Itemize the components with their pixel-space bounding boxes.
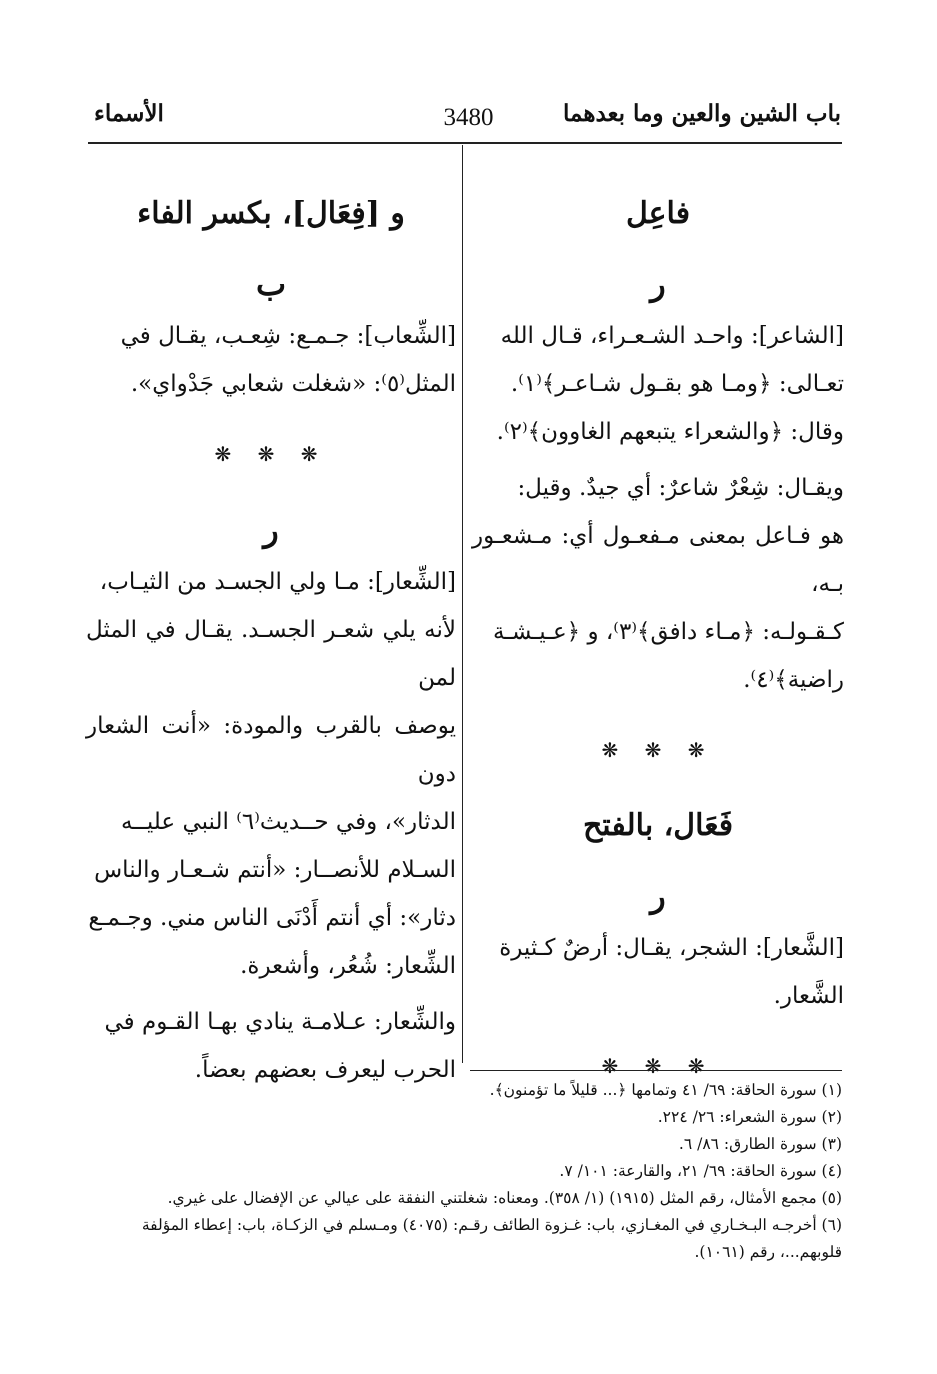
footnote-6: (٦) أخرجـه البـخـاري في المغـازي، باب: غـزوة الطائف رقـم: (٤٠٧٥) ومـسلم في الزكـاة، باب: إعطاء المؤلفة bbox=[141, 1216, 842, 1234]
entry-line: [الشِّعار]: مـا ولي الجسـد من الثيـاب، bbox=[99, 569, 456, 595]
footnote-rule bbox=[470, 1070, 842, 1071]
entry-line: تعـالى: ﴿ومـا هو بقـول شـاعـر﴾⁽١⁾. bbox=[510, 371, 844, 397]
entry-line: والشِّعار: عـلامـة ينادي بهـا القـوم في bbox=[104, 1009, 456, 1035]
column-divider bbox=[462, 145, 463, 1063]
entry-line: [الشَّعار]: الشجر، يقـال: أرضٌ كـثيرة bbox=[499, 935, 844, 961]
entry-shiaar bbox=[86, 558, 456, 990]
right-heading-2: فَعَال، بالفتح bbox=[582, 808, 734, 843]
entry-shaaar bbox=[472, 924, 844, 1020]
left-heading: و [فِعَال]، بكسر الفاء bbox=[137, 196, 405, 231]
section-title-right: باب الشين والعين وما بعدهما bbox=[563, 100, 841, 127]
entry-line: الدثار»، وفي حــديث⁽٦⁾ النبي عليــه bbox=[121, 809, 456, 835]
right-letter-ra-2: ر bbox=[650, 877, 666, 915]
entry-line: يوصف بالقرب والمودة: «أنت الشعار دون bbox=[86, 713, 456, 787]
footnote-1: (١) سورة الحاقة: ٦٩/ ٤١ وتمامها ﴿... قليلاً ما تؤمنون﴾. bbox=[489, 1081, 842, 1099]
entry-line: الشِّعار: شُعُر، وأشعرة. bbox=[240, 953, 456, 979]
entry-line: ويقـال: شِعْرٌ شاعرٌ: أي جيدٌ. وقيل: bbox=[517, 475, 844, 501]
section-title-left: الأسماء bbox=[94, 100, 164, 127]
entry-line: وقال: ﴿والشعراء يتبعهم الغاوون﴾⁽٢⁾. bbox=[496, 419, 844, 445]
entry-line: الشَّعار. bbox=[773, 983, 844, 1009]
footnote-6-continued: قلوبهم...، رقم (١٠٦١). bbox=[694, 1243, 842, 1261]
entry-line: [الشِّعاب]: جـمـع: شِعـب، يقـال في bbox=[120, 323, 456, 349]
entry-line: السـلام للأنصــار: «أنتم شـعـار والناس bbox=[94, 857, 456, 883]
entry-line: المثل⁽٥⁾: «شغلت شعابي جَدْواي». bbox=[130, 371, 456, 397]
section-separator-left: ❋ ❋ ❋ bbox=[214, 442, 328, 466]
right-letter-ra: ر bbox=[650, 265, 666, 303]
header-rule bbox=[88, 142, 842, 144]
entry-line: لأنه يلي شعـر الجسـد. يقـال في المثل لمن bbox=[86, 617, 456, 691]
footnote-3: (٣) سورة الطارق: ٨٦/ ٦. bbox=[678, 1135, 842, 1153]
page-number: 3480 bbox=[443, 104, 494, 131]
right-column bbox=[472, 180, 844, 1118]
entry-line: راضية﴾⁽٤⁾. bbox=[743, 667, 844, 693]
left-letter-ba: ب bbox=[255, 265, 287, 303]
entry-line: [الشاعر]: واحـد الشـعـراء، قـال الله bbox=[500, 323, 844, 349]
left-column bbox=[86, 180, 456, 1102]
entry-shaeir bbox=[472, 312, 844, 456]
section-separator-2: ❋ ❋ ❋ bbox=[601, 1054, 715, 1078]
left-letter-ra: ر bbox=[263, 511, 279, 549]
entry-line: كـقـولـه: ﴿مـاء دافق﴾⁽٣⁾، و ﴿عـيـشـة bbox=[492, 619, 844, 645]
entry-shiaab bbox=[86, 312, 456, 408]
entry-line: الحرب ليعرف بعضهم بعضاً. bbox=[194, 1057, 456, 1083]
footnote-4: (٤) سورة الحاقة: ٦٩/ ٢١، والقارعة: ١٠١/ ٧. bbox=[559, 1162, 842, 1180]
footnote-5: (٥) مجمع الأمثال، رقم المثل (١٩١٥) (١/ ٣٥٨). ومعناه: شغلتني النفقة على عيالي عن الإفضال على غيري. bbox=[167, 1189, 842, 1207]
footnote-2: (٢) سورة الشعراء: ٢٦/ ٢٢٤. bbox=[657, 1108, 842, 1126]
entry-line: دثار»: أي أنتم أَدْنَى الناس مني. وجـمـع bbox=[88, 905, 456, 931]
entry-line: هو فـاعل بمعنى مـفعـول أي: مـشعـور بـه، bbox=[472, 523, 844, 597]
entry-shaeir-continued bbox=[472, 464, 844, 704]
footnotes bbox=[90, 1077, 842, 1266]
section-separator: ❋ ❋ ❋ bbox=[601, 738, 715, 762]
right-heading: فاعِل bbox=[625, 196, 691, 231]
